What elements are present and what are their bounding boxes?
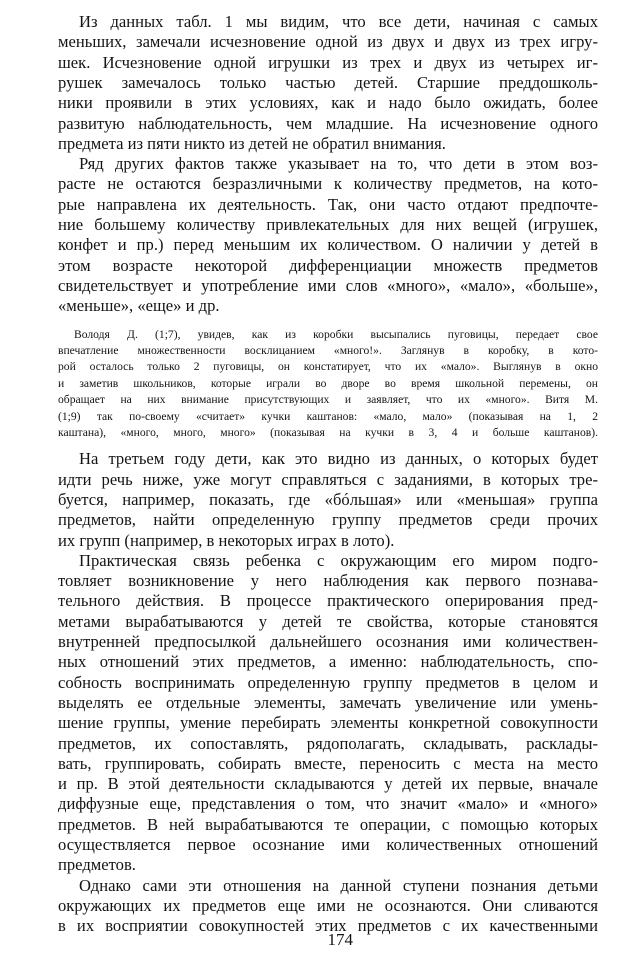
text-line: меньших, замечали исчезновение одной из двух и двух из трех игру- [58, 32, 598, 52]
text-line: развитую наблюдательность, чем младшие. На исчезновение одного [58, 113, 598, 133]
text-line: предметов. [58, 855, 136, 875]
text-line: Из данных табл. 1 мы видим, что все дети, начиная с самых [79, 12, 598, 31]
text-line: предметов, найти определенную группу предметов среди прочих [58, 510, 598, 530]
text-line: их групп (например, в некоторых играх в лото). [58, 530, 395, 550]
text-line: метами вырабатываются у детей те свойства, которые становятся [58, 611, 598, 631]
text-line: товляет возникновение у него наблюдения как первого познава- [58, 571, 598, 591]
text-line: Однако сами эти отношения на данной ступени познания детьми [79, 875, 598, 895]
text-line: предметов, их сопоставлять, рядополагать, складывать, расклады- [58, 733, 598, 753]
text-line: расте не остаются безразличными к количеству предметов, на кото- [58, 174, 598, 194]
note-line: обращает на них внимание присутствующих и заявляет, что их «много». Витя М. [58, 393, 598, 407]
text-line: идти речь ниже, уже могут справляться с заданиями, в которых тре- [58, 469, 598, 489]
note-line: Володя Д. (1;7), увидев, как из коробки высыпались пуговицы, передает свое [74, 327, 598, 341]
note-line: рой осталось только 2 пуговицы, он констатирует, что их «мало». Выглянув в окно [58, 360, 598, 374]
page-number: 174 [327, 930, 353, 949]
text-line: собность воспринимать определенную группу предметов в целом и [58, 672, 598, 692]
text-line: шение группы, умение перебирать элементы конкретной совокупности [58, 713, 598, 733]
text-line: выделять ее отдельные элементы, замечать увеличение или умень- [58, 692, 598, 712]
text-line: шек. Исчезновение одной игрушки из трех и двух из четырех иг- [58, 52, 598, 72]
text-line: Практическая связь ребенка с окружающим его миром подго- [79, 550, 598, 570]
text-line: осуществляется первое осознание ими количественных отношений [58, 835, 598, 854]
text-line: ники проявили в этих условиях, как и надо было ожидать, более [58, 93, 598, 113]
text-line: в их восприятии совокупностей этих предметов с их качественными [58, 916, 598, 936]
text-line: «меньше», «еще» и др. [58, 296, 220, 316]
text-line: конфет и пр.) перед меньшим их количеством. О наличии у детей в [58, 235, 598, 255]
text-line: тельного действия. В процессе практического оперирования пред- [58, 591, 598, 611]
note-line: и заметив школьников, которые играли во дворе во время школьной перемены, он [58, 376, 598, 390]
text-line: рые направлена их деятельность. Так, они часто отдают предпочте- [58, 194, 598, 214]
text-line: диффузные еще, представления о том, что значит «мало» и «много» [58, 794, 598, 814]
text-line: Ряд других фактов также указывает на то, что дети в этом воз- [79, 154, 598, 174]
text-line: этом возрасте некоторой дифференциации множеств предметов [58, 255, 598, 275]
note-line: (1;9) так по-своему «считает» кучки каштанов: «мало, мало» (показывая на 1, 2 [58, 409, 598, 423]
text-line: предметов. В ней вырабатываются те операции, с помощью которых [58, 814, 598, 834]
text-line: буется, например, показать, где «бóльшая» или «меньшая» группа [58, 489, 598, 509]
text-line: вать, группировать, собирать вместе, переносить с места на место [58, 753, 598, 773]
note-line: впечатление множественности восклицанием «много!». Заглянув в коробку, в кото- [58, 343, 598, 357]
text-line: и пр. В этой деятельности складываются у детей их первые, вначале [58, 774, 598, 794]
text-line: предмета из пяти никто из детей не обратил внимания. [58, 133, 446, 153]
text-line: внутренней предпосылкой дальнейшего осознания ими количествен- [58, 632, 598, 651]
text-line: На третьем году дети, как это видно из данных, о которых будет [79, 449, 598, 469]
text-line: окружающих их предметов еще ими не осознаются. Они сливаются [58, 895, 598, 915]
text-line: ние большему количеству привлекательных для них вещей (игрушек, [58, 215, 598, 234]
text-line: свидетельствует и употребление ими слов «много», «мало», «больше», [58, 275, 598, 295]
text-line: рушек замечалось только частью детей. Старшие преддошколь- [58, 72, 598, 92]
text-line: ных отношений этих предметов, а именно: наблюдательность, спо- [58, 652, 598, 672]
note-line: каштана), «много, много, много» (показывая на кучки в 3, 4 и больше каштанов). [58, 425, 598, 439]
